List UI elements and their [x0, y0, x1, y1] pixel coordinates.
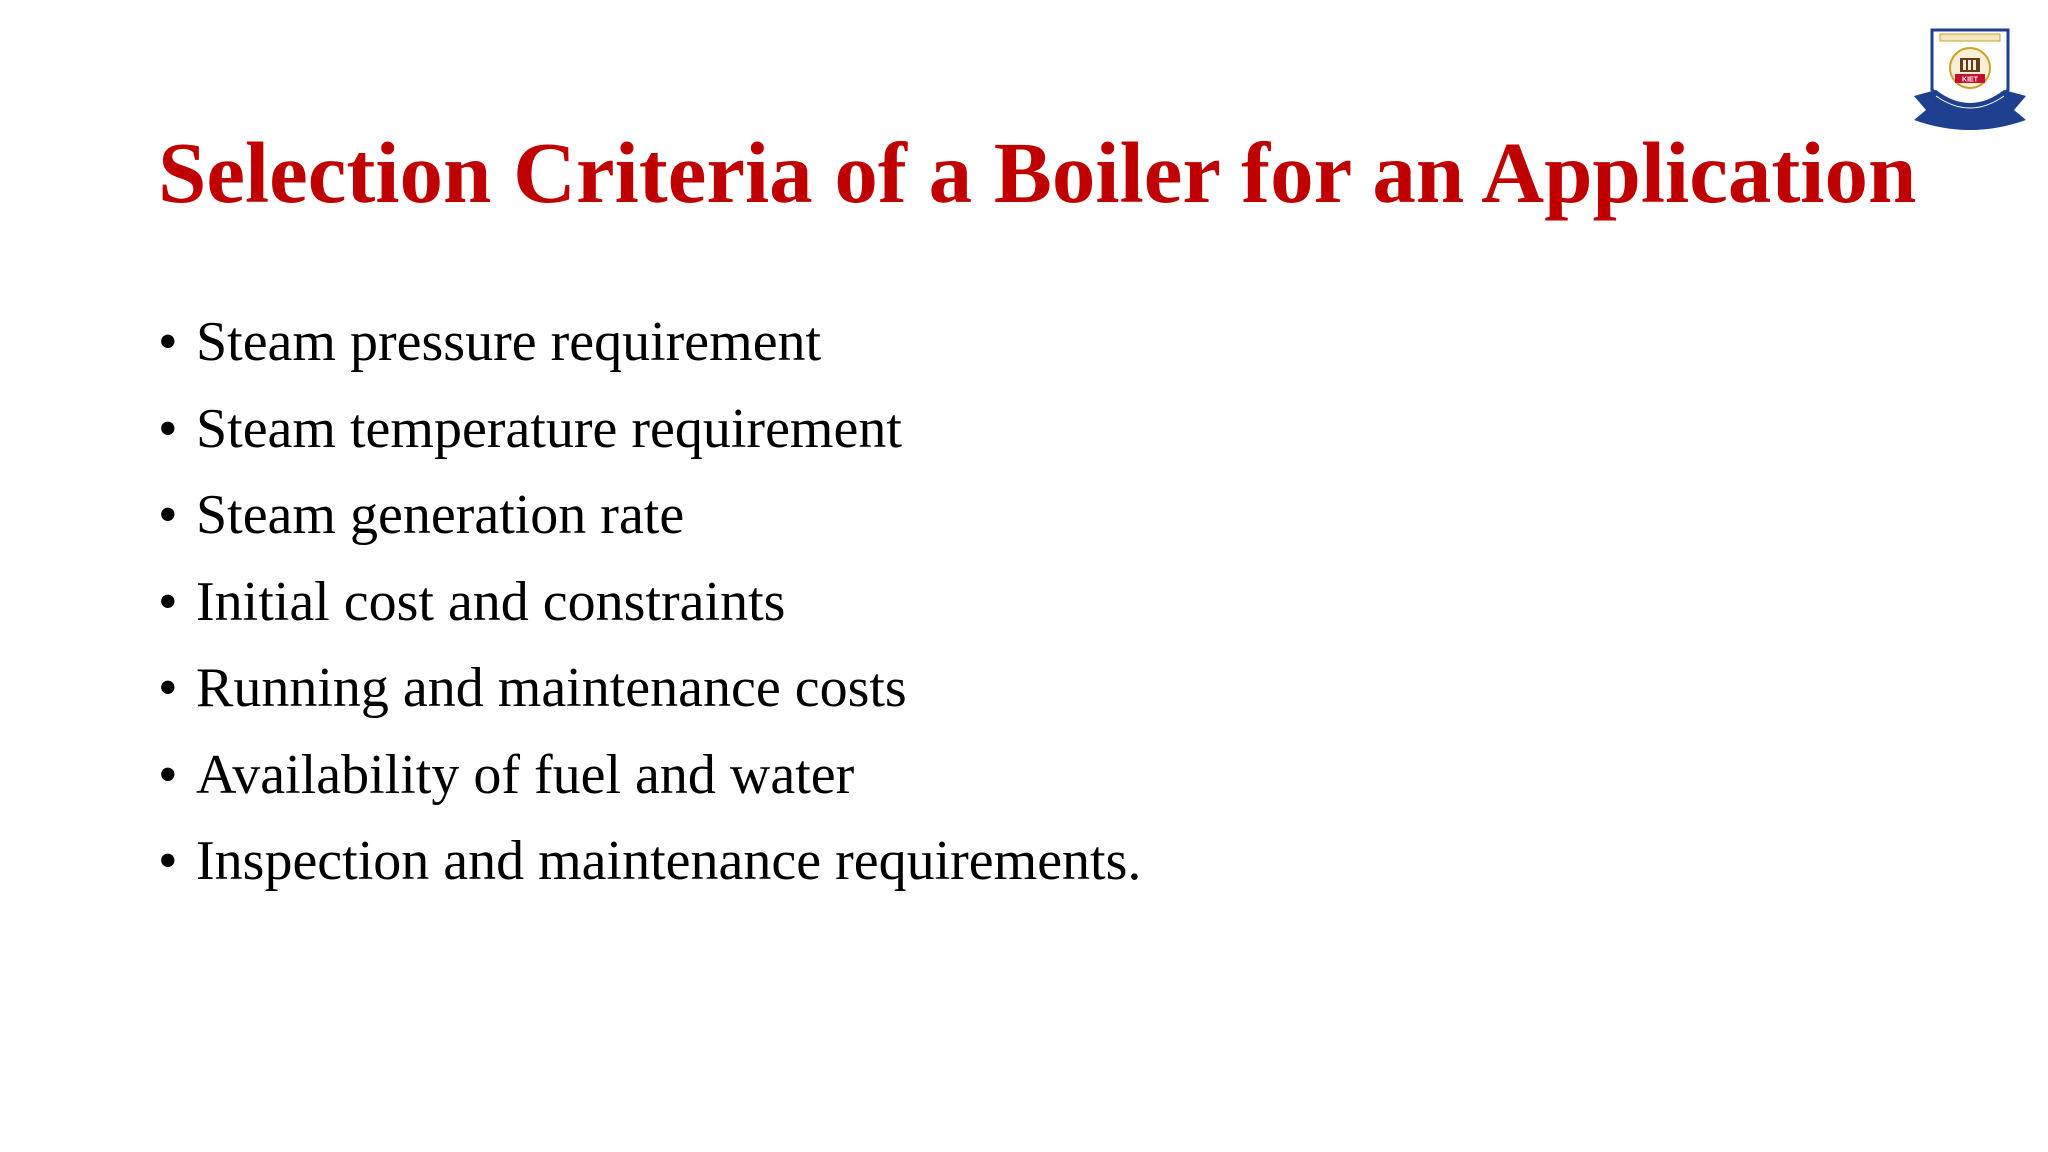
bullet-icon: •	[158, 830, 178, 892]
slide-title: Selection Criteria of a Boiler for an Application	[158, 124, 1917, 221]
bullet-icon: •	[158, 311, 178, 373]
list-item	[158, 310, 1141, 397]
list-item-text: Inspection and maintenance requirements.	[196, 830, 1142, 892]
list-item-text: Availability of fuel and water	[196, 743, 855, 806]
bullet-icon: •	[158, 484, 178, 546]
list-item	[158, 397, 1141, 484]
list-item-text: Steam temperature requirement	[196, 397, 902, 460]
bullet-list	[158, 310, 1141, 916]
bullet-icon: •	[158, 570, 178, 633]
list-item	[158, 829, 1141, 916]
list-item	[158, 570, 1141, 657]
list-item	[158, 483, 1141, 570]
list-item	[158, 656, 1141, 743]
bullet-icon: •	[158, 743, 178, 806]
kiet-logo-icon	[1910, 24, 2030, 134]
logo-banner-text: KIET	[1962, 76, 1978, 84]
list-item-text: Running and maintenance costs	[196, 657, 907, 719]
bullet-icon: •	[158, 657, 178, 719]
list-item-text: Steam pressure requirement	[196, 311, 822, 373]
bullet-icon: •	[158, 397, 178, 460]
list-item-text: Steam generation rate	[196, 484, 685, 546]
list-item	[158, 743, 1141, 830]
list-item-text: Initial cost and constraints	[196, 570, 786, 633]
